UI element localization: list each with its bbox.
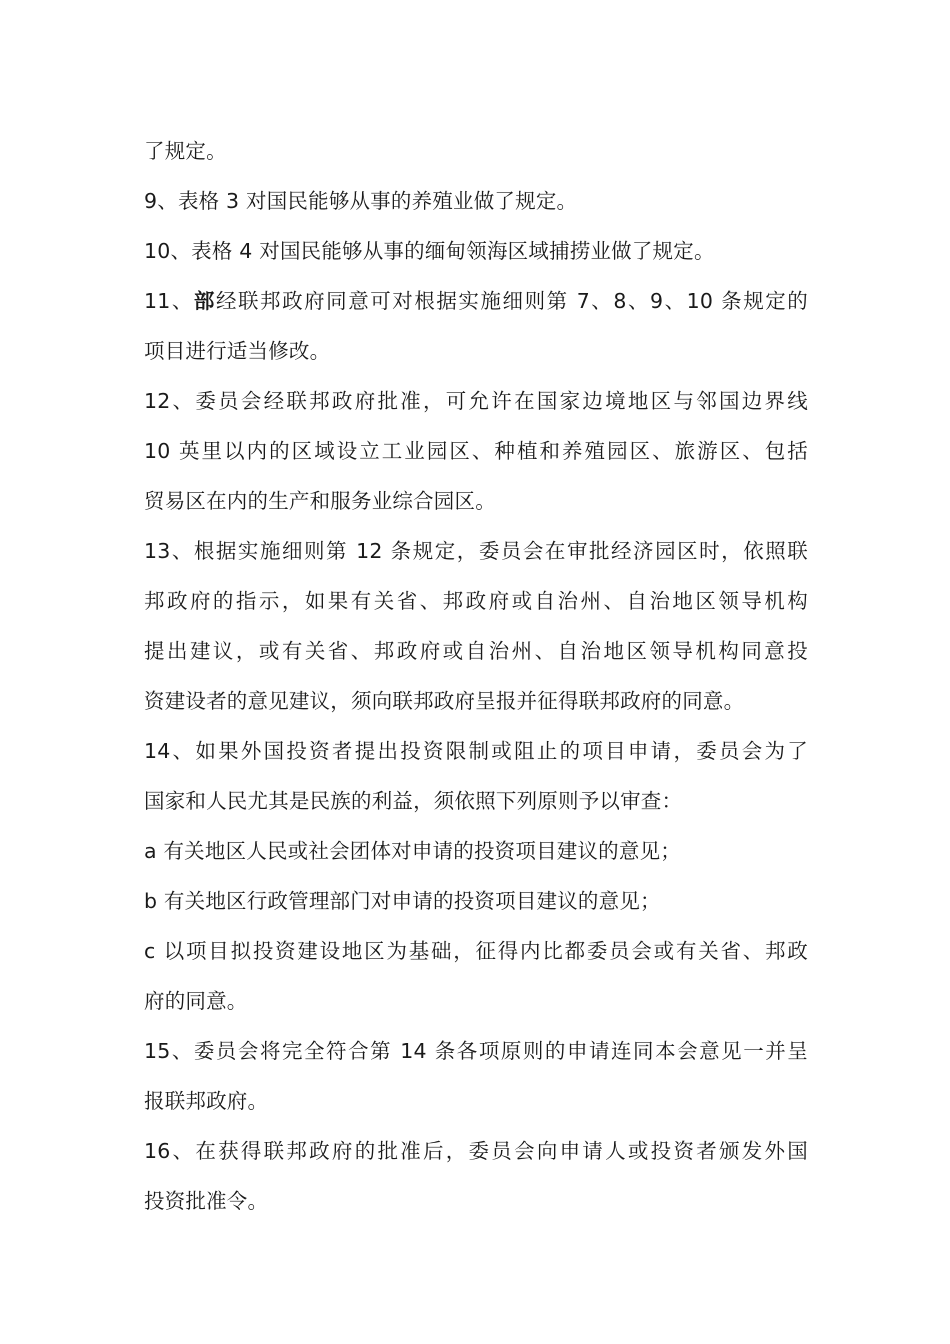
text-line: a 有关地区人民或社会团体对申请的投资项目建议的意见； bbox=[144, 839, 681, 863]
text-line: 邦政府的指示，如果有关省、邦政府或自治州、自治地区领导机构 bbox=[144, 589, 808, 613]
text-line: 16、在获得联邦政府的批准后，委员会向申请人或投资者颁发外国 bbox=[144, 1139, 808, 1163]
item-11-number: 11、 bbox=[144, 289, 194, 313]
text-line: 报联邦政府。 bbox=[144, 1089, 269, 1113]
item-11-text: 经联邦政府同意可对根据实施细则第 7、8、9、10 条规定的 bbox=[215, 289, 808, 313]
text-line: b 有关地区行政管理部门对申请的投资项目建议的意见； bbox=[144, 889, 661, 913]
text-line: 府的同意。 bbox=[144, 989, 248, 1013]
text-line: 14、如果外国投资者提出投资限制或阻止的项目申请，委员会为了 bbox=[144, 739, 808, 763]
text-line: 资建设者的意见建议，须向联邦政府呈报并征得联邦政府的同意。 bbox=[144, 689, 745, 713]
text-line: 提出建议，或有关省、邦政府或自治州、自治地区领导机构同意投 bbox=[144, 639, 808, 663]
text-line: 13、根据实施细则第 12 条规定，委员会在审批经济园区时，依照联 bbox=[144, 539, 808, 563]
text-line: 项目进行适当修改。 bbox=[144, 339, 331, 363]
text-line-item-11 bbox=[144, 276, 808, 326]
document-body bbox=[144, 126, 808, 1226]
text-line: 9、表格 3 对国民能够从事的养殖业做了规定。 bbox=[144, 189, 578, 213]
text-line: 15、委员会将完全符合第 14 条各项原则的申请连同本会意见一并呈 bbox=[144, 1039, 808, 1063]
text-line: 10 英里以内的区域设立工业园区、种植和养殖园区、旅游区、包括 bbox=[144, 439, 808, 463]
item-11-bold-char: 部 bbox=[193, 289, 216, 313]
text-line: 了规定。 bbox=[144, 139, 227, 163]
text-line: 12、委员会经联邦政府批准，可允许在国家边境地区与邻国边界线 bbox=[144, 389, 808, 413]
text-line: 投资批准令。 bbox=[144, 1189, 269, 1213]
text-line: c 以项目拟投资建设地区为基础，征得内比都委员会或有关省、邦政 bbox=[144, 939, 808, 963]
text-line: 贸易区在内的生产和服务业综合园区。 bbox=[144, 489, 496, 513]
text-line: 10、表格 4 对国民能够从事的缅甸领海区域捕捞业做了规定。 bbox=[144, 239, 715, 263]
text-line: 国家和人民尤其是民族的利益，须依照下列原则予以审查： bbox=[144, 789, 683, 813]
